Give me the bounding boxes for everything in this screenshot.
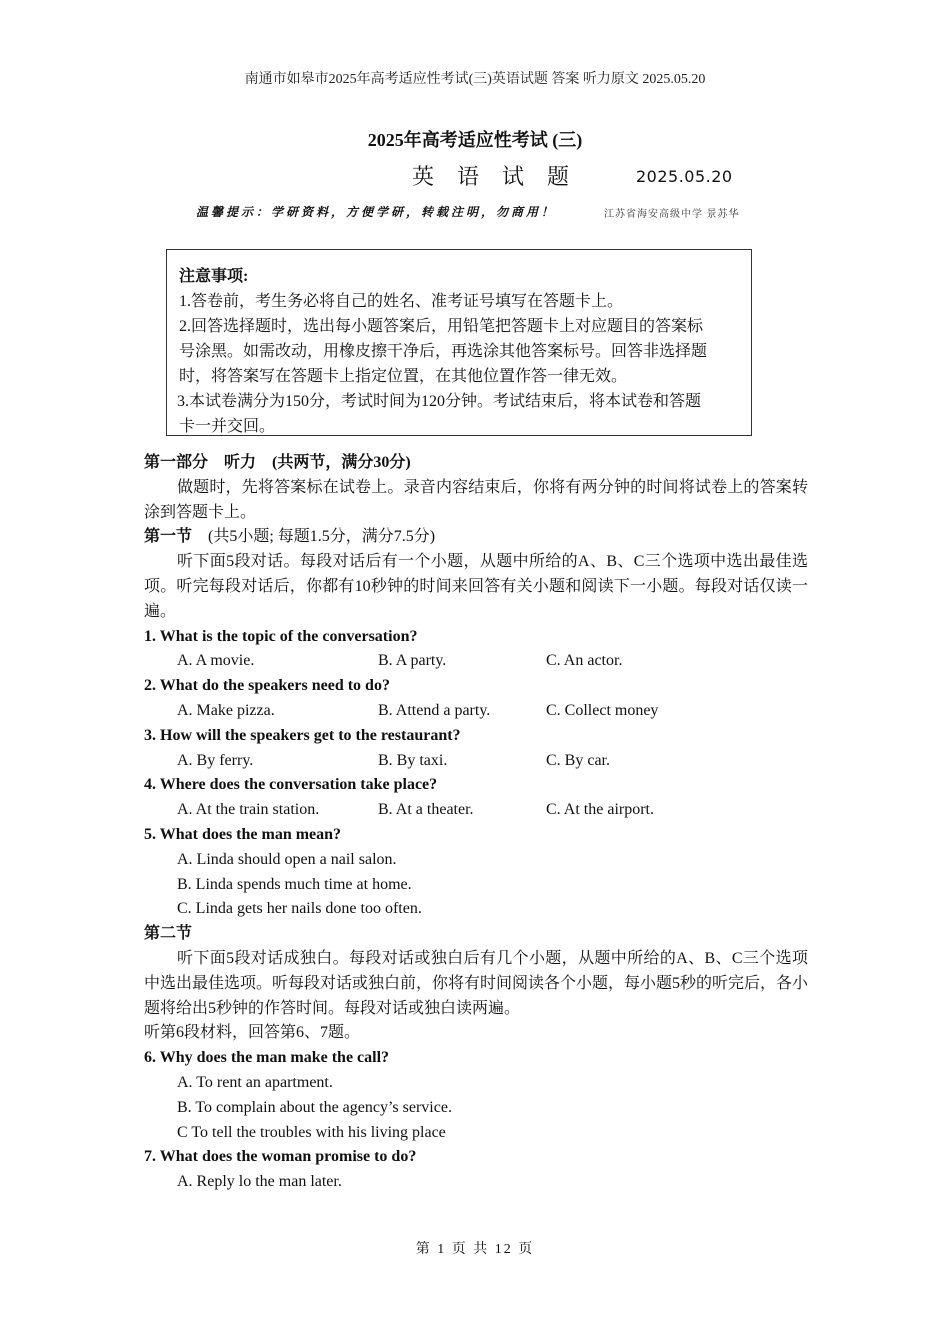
page-footer: 第 1 页 共 12 页: [415, 1242, 535, 1257]
option-b: B. Attend a party.: [378, 701, 491, 719]
question-4: 4. Where does the conversation take place?: [144, 776, 438, 794]
part1-heading: 第一部分 听力 (共两节，满分30分): [144, 454, 411, 471]
option-b: B. By taxi.: [378, 751, 448, 769]
option-a: A. By ferry.: [177, 751, 254, 769]
options-3: [144, 749, 808, 774]
notice-line: 2.回答选择题时，选出每小题答案后，用铅笔把答题卡上对应题目的答案标: [179, 318, 704, 335]
option-b: B. At a theater.: [378, 801, 474, 819]
option-a: A. Linda should open a nail salon.: [177, 850, 397, 868]
question-5: 5. What does the man mean?: [144, 825, 342, 843]
option-c: C. Linda gets her nails done too often.: [177, 900, 422, 918]
question-7: 7. What does the woman promise to do?: [144, 1148, 417, 1166]
section2-heading: 第二节: [144, 925, 193, 943]
part1-intro: 做题时，先将答案标在试卷上。录音内容结束后，你将有两分钟的时间将试卷上的答案转涂到答题卡上。: [144, 478, 808, 521]
option-c: C. By car.: [546, 751, 610, 769]
notice-line: 1.答卷前，考生务必将自己的姓名、准考证号填写在答题卡上。: [179, 293, 624, 310]
notice-box: [166, 249, 752, 436]
option-c: C To tell the troubles with his living place: [177, 1123, 446, 1141]
exam-date: 2025.05.20: [636, 167, 733, 186]
option-b: B. Linda spends much time at home.: [177, 875, 412, 893]
options-1: [144, 649, 808, 674]
option-c: C. At the airport.: [546, 801, 654, 819]
options-4: [144, 798, 808, 823]
section1-heading: 第一节: [144, 528, 193, 546]
notice-line: 号涂黑。如需改动，用橡皮擦干净后，再选涂其他答案标号。回答非选择题: [179, 343, 708, 360]
section1-heading-line: [144, 525, 808, 550]
question-3: 3. How will the speakers get to the restaurant?: [144, 726, 461, 744]
exam-title: 2025年高考适应性考试 (三): [367, 130, 583, 150]
section2-instructions: 听下面5段对话成独白。每段对话或独白后有几个小题，从题中所给的A、B、C三个选项中选出最佳选项。听每段对话或独白前，你将有时间阅读各个小题，每小题5秒的听完后，各小题将给出5秒钟的作答时间。每段对话或独白读两遍。: [144, 949, 809, 1017]
option-a: A. At the train station.: [177, 801, 320, 819]
section1-instructions: 听下面5段对话。每段对话后有一个小题，从题中所给的A、B、C三个选项中选出最佳选项。听完每段对话后，你都有10秒钟的时间来回答有关小题和阅读下一小题。每段对话仅读一遍。: [144, 553, 808, 620]
notice-line: 卡一并交回。: [179, 418, 276, 435]
option-a: A. Make pizza.: [177, 701, 275, 719]
warm-tip: 温馨提示：学研资料，方便学研，转载注明，勿商用！: [196, 205, 557, 219]
material-6-note: 听第6段材料，回答第6、7题。: [144, 1024, 361, 1042]
option-b: B. A party.: [378, 652, 447, 670]
option-a: A. A movie.: [177, 652, 255, 670]
option-a: A. Reply lo the man later.: [177, 1173, 342, 1191]
option-b: B. To complain about the agency’s service.: [177, 1098, 452, 1116]
subtitle-row: [0, 160, 950, 192]
option-c: C. Collect money: [546, 701, 659, 719]
option-c: C. An actor.: [546, 652, 623, 670]
subject-title: 英 语 试 题: [412, 165, 577, 190]
section1-note: (共5小题; 每题1.5分，满分7.5分): [192, 528, 436, 546]
notice-title: 注意事项:: [179, 268, 249, 285]
question-2: 2. What do the speakers need to do?: [144, 677, 390, 695]
tip-school: 江苏省海安高级中学 景苏华: [604, 209, 740, 220]
notice-line: 时，将答案写在答题卡上指定位置，在其他位置作答一律无效。: [179, 368, 628, 385]
running-header: 南通市如皋市2025年高考适应性考试(三)英语试题 答案 听力原文 2025.05.20: [244, 72, 706, 87]
question-1: 1. What is the topic of the conversation?: [144, 627, 418, 645]
notice-line: 3.本试卷满分为150分，考试时间为120分钟。考试结束后，将本试卷和答题: [177, 393, 702, 410]
option-a: A. To rent an apartment.: [177, 1073, 333, 1091]
exam-content: [144, 451, 808, 1195]
options-2: [144, 699, 808, 724]
question-6: 6. Why does the man make the call?: [144, 1049, 390, 1067]
